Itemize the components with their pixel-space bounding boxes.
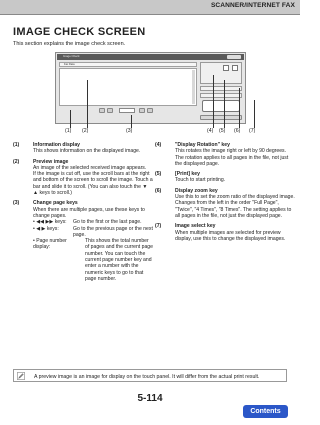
note-text: A preview image is an image for display on the touch panel. It will differ from the actual print result. [34,373,260,380]
item-number: (6) [155,187,162,194]
item-number: (3) [13,200,20,207]
note-box [13,369,287,382]
sub-text: Go to the first or the last page. [73,219,142,226]
item-heading: Information display [33,142,80,148]
callout-line-5 [224,80,225,128]
item-body: Touch to start printing. [175,177,226,184]
sub-text: This shows the total number of pages and the current page number. You can touch the current page number key and enter a number with the numeric keys to go to that page number. [85,238,153,282]
item-body: When multiple images are selected for preview display, use this to change the displayed images. [175,229,286,242]
rotate-right-button [232,65,238,71]
description-column-right [155,142,295,246]
display-rotation-key [200,62,242,84]
description-item-6 [155,188,295,219]
item-heading: Preview image [33,158,69,165]
intro-text: This section explains the image check screen. [13,41,126,47]
header-bar [0,0,300,14]
description-item-7 [155,223,295,242]
screen-title: Image Check [63,54,80,58]
callout-7: (7) [249,128,256,134]
callout-line-1 [70,110,71,128]
contents-button[interactable]: Contents [243,405,288,418]
sub-key: • ◀ ▶ keys: [33,225,59,232]
item-number: (4) [155,142,162,148]
preview-image-area [59,68,197,106]
callout-line-2 [87,80,88,128]
description-item-1 [13,142,153,155]
item-heading: "Display Rotation" key [175,142,230,148]
item-number: (5) [155,171,162,178]
item-number: (2) [13,158,20,165]
page-number: 5-114 [137,393,163,404]
screen-ok-button [200,115,242,120]
header-divider [0,14,300,15]
rotate-left-button [223,65,229,71]
image-check-screen-illustration [55,52,246,124]
screen-right-panel [200,62,242,120]
callout-line-3 [131,115,132,128]
callout-6: (6) [234,128,241,134]
image-select-key [202,100,240,112]
callout-2: (2) [82,128,89,134]
item-body: This rotates the image right or left by 90 degrees. The rotation applies to all pages in the file, not just the displayed page. [175,148,289,167]
item-body: If the image is cut off, use the scroll bars at the right and bottom of the screen to scroll the image. Touch a bar and slide it to scroll. (You can also touch the ▼ ▲ keys to scroll.) [33,171,153,197]
callout-4: (4) [207,128,214,134]
screen-title-bar [57,54,244,60]
sub-item [33,238,153,282]
page-title: IMAGE CHECK SCREEN [13,26,146,38]
callout-line-7 [254,100,255,128]
sub-text: Go to the previous page or the next page. [73,225,153,238]
display-zoom-key [200,93,242,98]
sub-key: • ◀◀ ▶▶ keys: [33,219,67,226]
item-heading: Display zoom key [175,187,218,194]
item-heading: [Print] key [175,171,200,178]
information-display [59,62,197,67]
item-body: When there are multiple pages, use these keys to change pages. [33,206,145,219]
description-column-left [13,142,153,286]
description-item-5 [155,171,295,184]
change-page-keys [59,108,197,114]
item-number: (7) [155,223,162,230]
callout-line-6 [239,88,240,128]
page-number-display [119,108,135,113]
callout-5: (5) [219,128,226,134]
vertical-scrollbar [192,70,195,104]
sub-key: • Page number display: [33,238,67,251]
section-title: SCANNER/INTERNET FAX [210,2,295,9]
callout-1: (1) [65,128,72,134]
note-pencil-icon [17,372,25,380]
description-item-2 [13,159,153,197]
next-page-button [139,108,145,113]
info-left-text: Fax Data [64,63,75,66]
screen-top-button [227,55,241,59]
item-body: Use this to set the zoom ratio of the displayed image. Changes from the left in the order "Full Page", "Twice", "4 Times", "8 Times". The setting applies to all pages in the file, not just the displayed page. [175,194,295,219]
item-number: (1) [13,142,20,148]
callout-labels [0,128,300,138]
last-page-button [147,108,153,113]
prev-page-button [107,108,113,113]
callout-3: (3) [126,128,133,134]
item-heading: Change page keys [33,200,78,207]
print-key [200,86,242,91]
item-heading: Image select key [175,223,216,230]
callout-line-4 [213,75,214,128]
item-body: An image of the selected received image appears. [33,164,147,171]
description-item-3 [13,200,153,282]
item-body: This shows information on the displayed image. [33,148,141,155]
sub-item [33,226,153,239]
description-item-4 [155,142,295,167]
first-page-button [99,108,105,113]
